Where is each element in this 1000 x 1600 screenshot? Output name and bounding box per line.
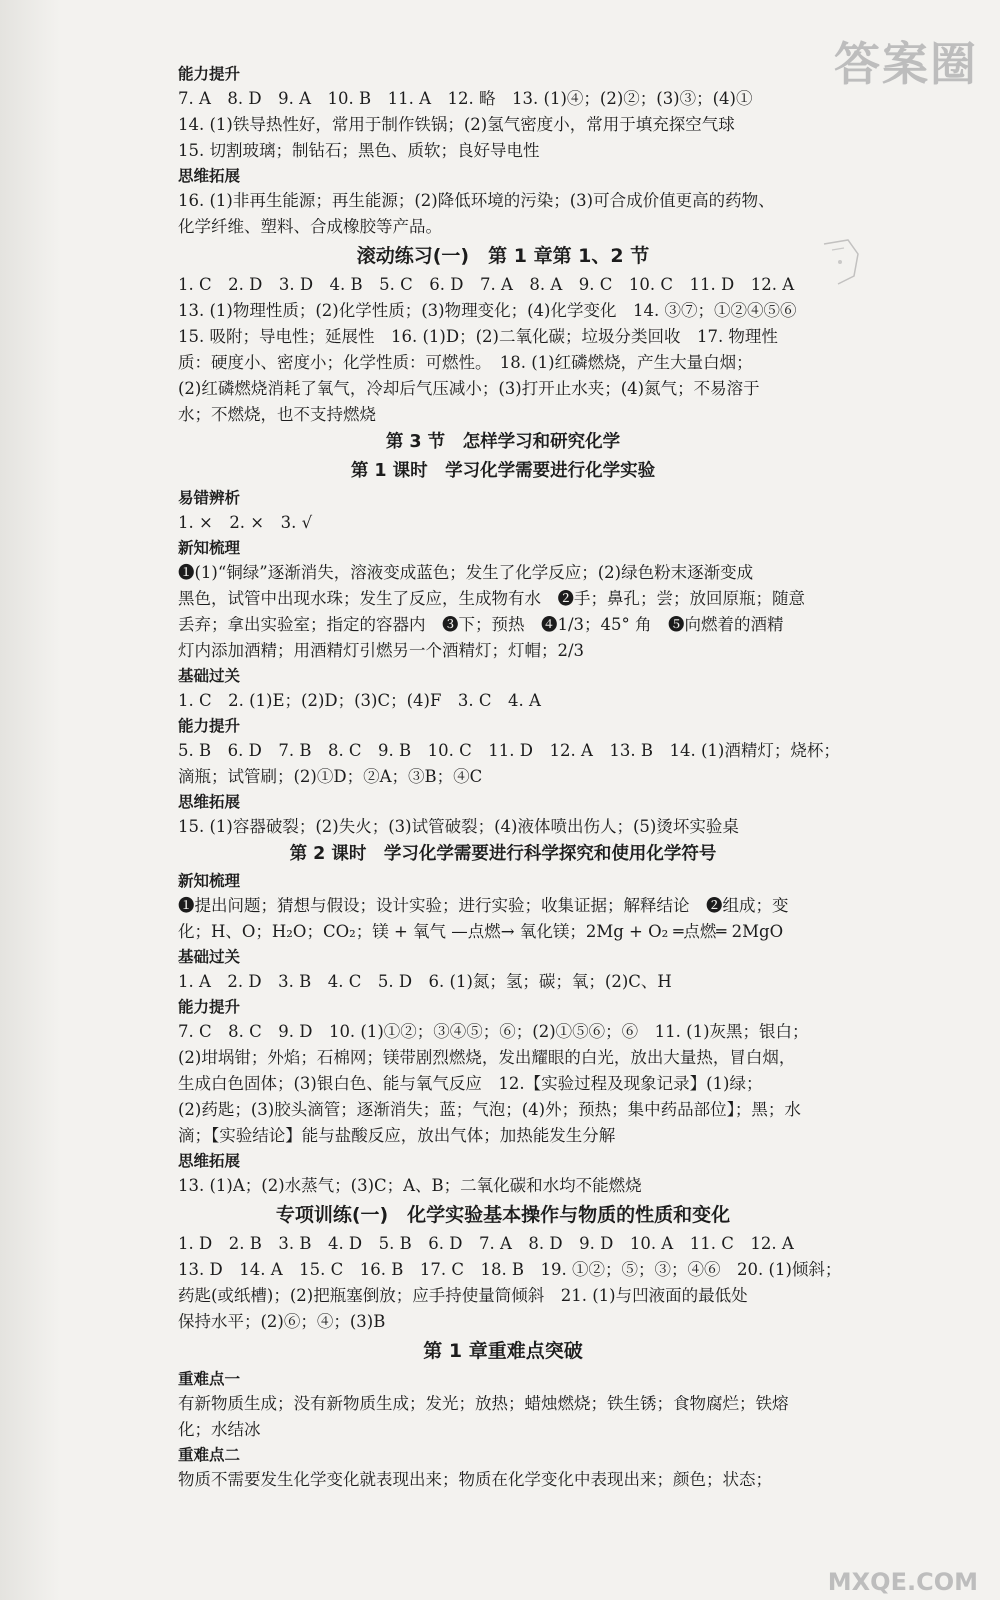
answer-line: 丢弃；拿出实验室；指定的容器内 ❸下；预热 ❹1/3；45° 角 ❺向燃着的酒精 <box>178 615 784 634</box>
answer-line: ❶(1)“铜绿”逐渐消失，溶液变成蓝色；发生了化学反应；(2)绿色粉末逐渐变成 <box>178 563 754 582</box>
answer-line: 有新物质生成；没有新物质生成；发光；放热；蜡烛燃烧；铁生锈；食物腐烂；铁熔 <box>178 1394 789 1413</box>
answer-line: 黑色，试管中出现水珠；发生了反应，生成物有水 ❷手；鼻孔；尝；放回原瓶；随意 <box>178 589 805 608</box>
watermark-url-text: MXQE.COM <box>827 1568 978 1596</box>
answer-line: 15. (1)容器破裂；(2)失火；(3)试管破裂；(4)液体喷出伤人；(5)烫坏实验桌 <box>178 817 739 836</box>
section-heading: 新知梳理 <box>178 539 241 557</box>
answer-line: 13. (1)物理性质；(2)化学性质；(3)物理变化；(4)化学变化 14. ③⑦；①②④⑤⑥ <box>178 301 797 320</box>
answer-line: 1. C 2. (1)E；(2)D；(3)C；(4)F 3. C 4. A <box>178 691 541 710</box>
answer-line: 1. A 2. D 3. B 4. C 5. D 6. (1)氮；氢；碳；氧；(2)C、H <box>178 972 672 991</box>
answer-line: 1. D 2. B 3. B 4. D 5. B 6. D 7. A 8. D 9. D 10. A 11. C 12. A <box>178 1234 794 1253</box>
answer-line: 13. (1)A；(2)水蒸气；(3)C；A、B；二氧化碳和水均不能燃烧 <box>178 1176 642 1195</box>
section-heading: 易错辨析 <box>178 489 241 507</box>
answer-line: 化学纤维、塑料、合成橡胶等产品。 <box>178 217 442 236</box>
answer-line: ❶提出问题；猜想与假设；设计实验；进行实验；收集证据；解释结论 ❷组成；变 <box>178 896 789 915</box>
answer-line: 16. (1)非再生能源；再生能源；(2)降低环境的污染；(3)可合成价值更高的药物、 <box>178 191 775 210</box>
page-gutter-shadow <box>0 0 60 1600</box>
answer-text-column <box>178 62 842 1493</box>
answer-line: (2)坩埚钳；外焰；石棉网；镁带剧烈燃烧，发出耀眼的白光，放出大量热，冒白烟， <box>178 1048 796 1067</box>
section-heading: 新知梳理 <box>178 872 241 890</box>
lesson-title: 第 3 节 怎样学习和研究化学 <box>385 432 621 452</box>
answer-line: 保持水平；(2)⑥；④；(3)B <box>178 1312 386 1331</box>
lesson-title: 第 1 课时 学习化学需要进行化学实验 <box>350 461 656 481</box>
chapter-title: 专项训练(一) 化学实验基本操作与物质的性质和变化 <box>275 1204 731 1226</box>
section-heading: 思维拓展 <box>178 793 241 811</box>
answer-line: (2)红磷燃烧消耗了氧气，冷却后气压减小；(3)打开止水夹；(4)氮气；不易溶于 <box>178 379 760 398</box>
answer-line: 化；水结冰 <box>178 1420 261 1439</box>
section-heading: 能力提升 <box>178 65 241 83</box>
answer-line: 滴；【实验结论】能与盐酸反应，放出气体；加热能发生分解 <box>178 1126 616 1145</box>
answer-line: 滴瓶；试管刷；(2)①D；②A；③B；④C <box>178 767 483 786</box>
answer-line: 1. C 2. D 3. D 4. B 5. C 6. D 7. A 8. A 9. C 10. C 11. D 12. A <box>178 275 795 294</box>
margin-stamp-icon <box>818 236 864 288</box>
section-heading: 能力提升 <box>178 717 241 735</box>
section-heading: 重难点一 <box>178 1370 241 1388</box>
watermark-logo-text: 答案圈 <box>834 37 978 91</box>
lesson-title: 第 2 课时 学习化学需要进行科学探究和使用化学符号 <box>289 844 717 864</box>
section-heading: 基础过关 <box>178 948 241 966</box>
section-heading: 基础过关 <box>178 667 241 685</box>
answer-line: 15. 吸附；导电性；延展性 16. (1)D；(2)二氧化碳；垃圾分类回收 17. 物理性 <box>178 327 778 346</box>
section-heading: 能力提升 <box>178 998 241 1016</box>
answer-line: 水；不燃烧，也不支持燃烧 <box>178 405 376 424</box>
section-heading: 思维拓展 <box>178 1152 241 1170</box>
answer-line: 生成白色固体；(3)银白色、能与氧气反应 12.【实验过程及现象记录】(1)绿； <box>178 1074 763 1093</box>
answer-line: (2)药匙；(3)胶头滴管；逐渐消失；蓝；气泡；(4)外；预热；集中药品部位】；黑；水 <box>178 1100 801 1119</box>
answer-line: 15. 切割玻璃；制钻石；黑色、质软；良好导电性 <box>178 141 540 160</box>
answer-line: 化；H、O；H₂O；CO₂；镁 + 氧气 —点燃→ 氧化镁；2Mg + O₂ ═点燃═ 2MgO <box>178 922 784 941</box>
answer-line: 药匙(或纸槽)；(2)把瓶塞倒放；应手持使量筒倾斜 21. (1)与凹液面的最低处 <box>178 1286 748 1305</box>
answer-line: 7. A 8. D 9. A 10. B 11. A 12. 略 13. (1)④；(2)②；(3)③；(4)① <box>178 89 753 108</box>
answer-line: 7. C 8. C 9. D 10. (1)①②；③④⑤；⑥；(2)①⑤⑥；⑥ 11. (1)灰黑；银白； <box>178 1022 809 1041</box>
answer-line: 物质不需要发生化学变化就表现出来；物质在化学变化中表现出来；颜色；状态； <box>178 1470 772 1489</box>
answer-line: 13. D 14. A 15. C 16. B 17. C 18. B 19. ①②；⑤；③；④⑥ 20. (1)倾斜； <box>178 1260 842 1279</box>
answer-line: 5. B 6. D 7. B 8. C 9. B 10. C 11. D 12. A 13. B 14. (1)酒精灯；烧杯； <box>178 741 840 760</box>
section-heading: 重难点二 <box>178 1446 241 1464</box>
section-heading: 思维拓展 <box>178 167 241 185</box>
answer-line: 14. (1)铁导热性好，常用于制作铁锅；(2)氢气密度小，常用于填充探空气球 <box>178 115 735 134</box>
answer-line: 质：硬度小、密度小；化学性质：可燃性。 18. (1)红磷燃烧，产生大量白烟； <box>178 353 753 372</box>
answer-line: 1. × 2. × 3. √ <box>178 513 313 532</box>
chapter-title: 滚动练习(一) 第 1 章第 1、2 节 <box>356 245 650 267</box>
answer-line: 灯内添加酒精；用酒精灯引燃另一个酒精灯；灯帽；2/3 <box>178 641 585 660</box>
chapter-title: 第 1 章重难点突破 <box>423 1340 583 1362</box>
